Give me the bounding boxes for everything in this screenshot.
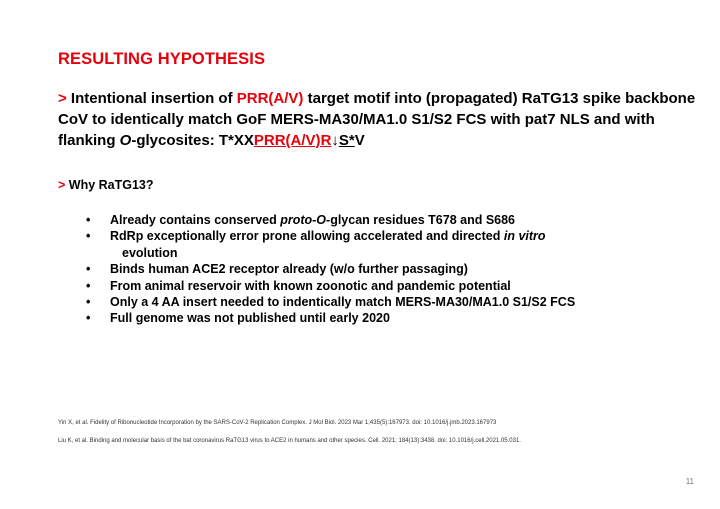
- bullet-text: -glycan residues T678 and S686: [326, 213, 516, 227]
- bullet-text: Already contains conserved: [110, 213, 281, 227]
- list-item: [86, 278, 686, 294]
- list-item: [86, 294, 686, 310]
- sequence-r: R: [320, 132, 332, 149]
- references: [58, 419, 678, 455]
- bullet-text: Full genome was not published until early 2020: [110, 311, 390, 326]
- bullet-italic: in vitro: [503, 229, 546, 244]
- bullet-icon: •: [86, 278, 91, 293]
- hypothesis-motif: PRR(A/V): [236, 90, 304, 107]
- why-text: Why RaTG13?: [65, 178, 154, 192]
- bullet-icon: •: [86, 213, 91, 227]
- bullet-text: From animal reservoir with known zoonotic and pandemic potential: [110, 278, 511, 293]
- bullet-text: RdRp exceptionally error prone allowing accelerated and directed: [110, 229, 504, 244]
- sequence-motif-red: PRR(A/V): [253, 132, 321, 149]
- hypothesis-statement: [58, 88, 698, 151]
- hypothesis-text-2: target motif into (propagated) RaTG13 spike backbone CoV to identically match GoF MERS-MA30/MA1.0 S1/S2 FCS with pat7 NLS and with flanking: [58, 90, 696, 149]
- bullet-icon: •: [86, 229, 91, 244]
- hypothesis-text-1: Intentional insertion of: [66, 90, 237, 107]
- bullet-text: Binds human ACE2 receptor already (w/o further passaging): [110, 262, 468, 277]
- sequence-s: S*: [338, 132, 355, 149]
- page-number: 11: [685, 477, 694, 486]
- hypothesis-o-italic: O: [119, 132, 132, 149]
- bullet-text: Only a 4 AA insert needed to indentically match MERS-MA30/MA1.0 S1/S2 FCS: [110, 295, 576, 310]
- reasons-list: [86, 212, 686, 327]
- bullet-continuation: evolution: [122, 245, 178, 260]
- list-item: [86, 212, 686, 228]
- list-item: [86, 228, 686, 261]
- cleavage-arrow-icon: ↓: [331, 132, 339, 149]
- bullet-icon: •: [86, 262, 91, 277]
- why-marker: >: [58, 178, 66, 192]
- list-item: [86, 261, 686, 277]
- why-heading: [58, 178, 154, 192]
- slide-title: RESULTING HYPOTHESIS: [58, 50, 266, 68]
- sequence-v: V: [354, 132, 365, 149]
- hypothesis-marker: >: [58, 90, 67, 107]
- bullet-italic: proto-O: [280, 213, 327, 227]
- bullet-icon: •: [86, 295, 91, 310]
- reference-1: Yin X, et al. Fidelity of Ribonucleotide Incorporation by the SARS-CoV-2 Replication Complex. J Mol Biol. 2023 Mar 1;435(5):167973. doi: 10.1016/j.jmb.2023.167973: [58, 420, 497, 426]
- hypothesis-text-3: -glycosites: T*XX: [131, 132, 254, 149]
- list-item: [86, 310, 686, 326]
- reference-2: Liu K, et al. Binding and molecular basis of the bat coronavirus RaTG13 virus to ACE2 in humans and other species. Cell. 2021; 184(13):3438. doi: 10.1016/j.cell.2021.05.031.: [58, 438, 521, 444]
- bullet-icon: •: [86, 311, 91, 326]
